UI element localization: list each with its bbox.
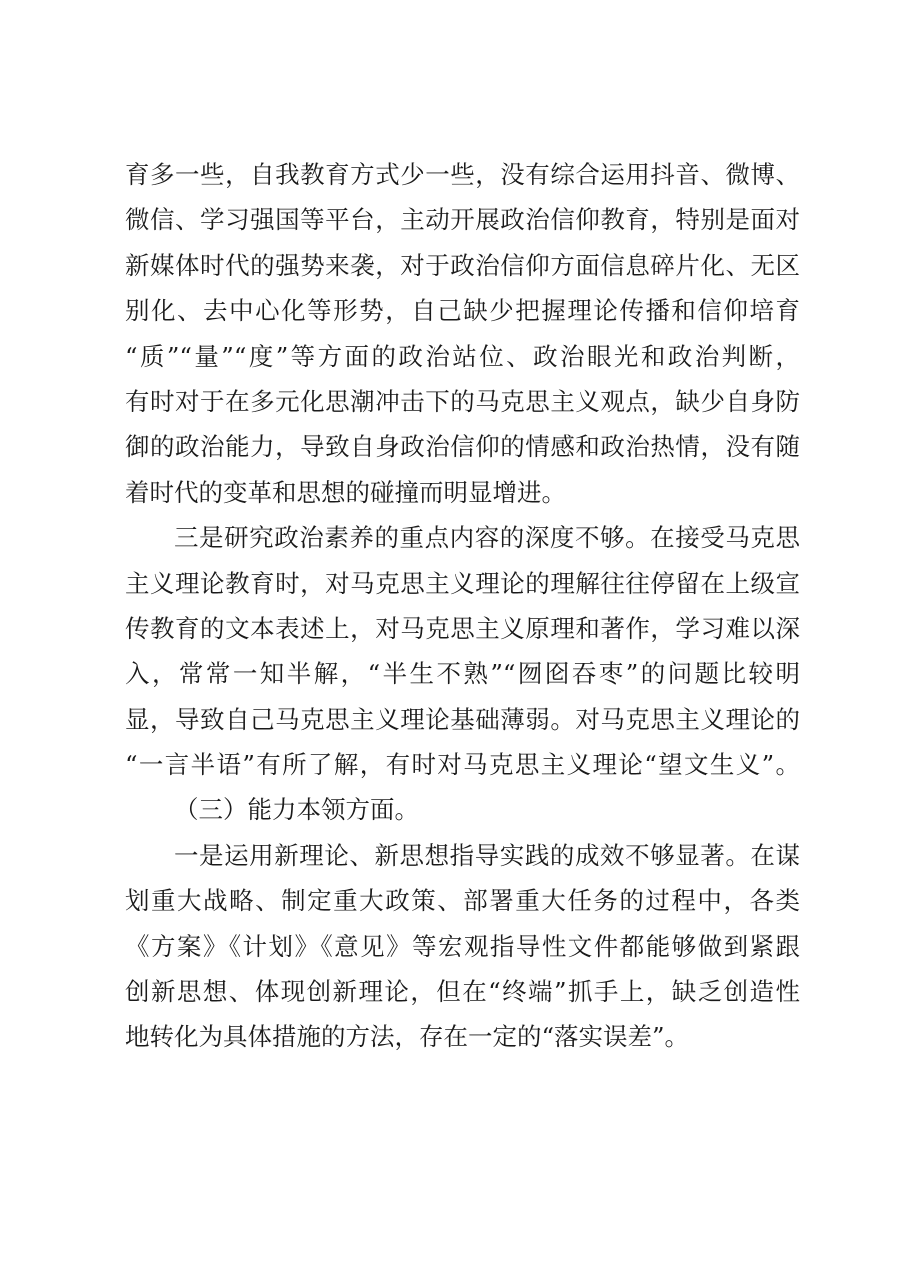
text-line: 创新思想、体现创新理论，但在“终端”抓手上，缺乏创造性	[125, 977, 800, 1007]
text-line: “一言半语”有所了解，有时对马克思主义理论“望文生义”。	[125, 750, 800, 780]
text-line: 别化、去中心化等形势，自己缺少把握理论传播和信仰培育	[125, 296, 800, 326]
document-body	[125, 152, 800, 1060]
text-line: 御的政治能力，导致自身政治信仰的情感和政治热情，没有随	[125, 432, 800, 462]
text-line: （三）能力本领方面。	[174, 795, 419, 825]
text-line: 微信、学习强国等平台，主动开展政治信仰教育，特别是面对	[125, 205, 800, 235]
text-line: 主义理论教育时，对马克思主义理论的理解往往停留在上级宣	[125, 568, 800, 598]
text-line: 一是运用新理论、新思想指导实践的成效不够显著。在谋	[174, 840, 800, 870]
text-line: 传教育的文本表述上，对马克思主义原理和著作，学习难以深	[125, 613, 800, 643]
text-line: 《方案》《计划》《意见》等宏观指导性文件都能够做到紧跟	[125, 931, 800, 961]
text-line: 有时对于在多元化思潮冲击下的马克思主义观点，缺少自身防	[125, 386, 800, 416]
text-line: 显，导致自己马克思主义理论基础薄弱。对马克思主义理论的	[125, 704, 800, 734]
text-line: 入，常常一知半解，“半生不熟”“囫囵吞枣”的问题比较明	[125, 659, 800, 689]
text-line: 地转化为具体措施的方法，存在一定的“落实误差”。	[125, 1022, 690, 1052]
text-line: 新媒体时代的强势来袭，对于政治信仰方面信息碎片化、无区	[125, 250, 800, 280]
text-line: 育多一些，自我教育方式少一些，没有综合运用抖音、微博、	[125, 160, 800, 189]
text-line: “质”“量”“度”等方面的政治站位、政治眼光和政治判断，	[125, 341, 800, 371]
text-line: 三是研究政治素养的重点内容的深度不够。在接受马克思	[174, 523, 800, 553]
text-line: 着时代的变革和思想的碰撞而明显增进。	[125, 477, 566, 507]
text-line: 划重大战略、制定重大政策、部署重大任务的过程中，各类	[125, 886, 800, 916]
